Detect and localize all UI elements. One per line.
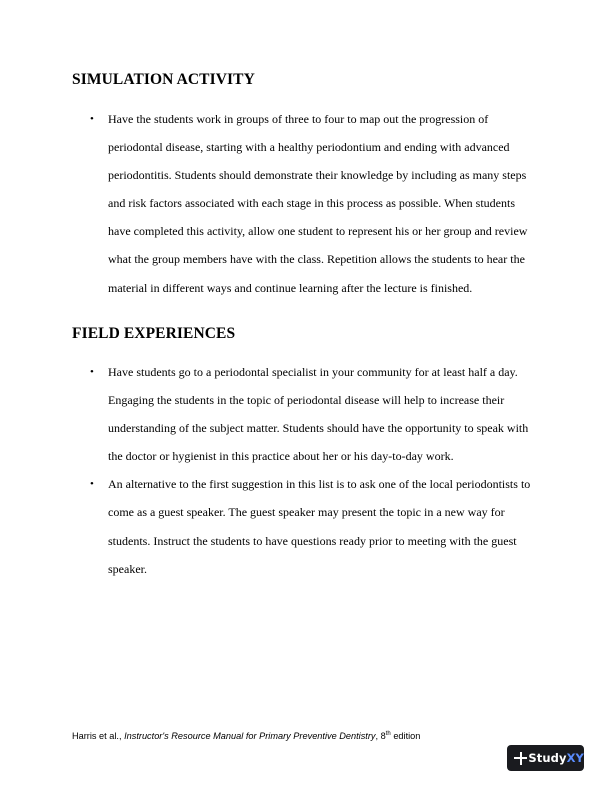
logo-text-accent: XY — [566, 751, 584, 765]
studyxy-badge[interactable] — [507, 745, 584, 771]
bullet-icon: • — [90, 366, 94, 378]
simulation-activity-list — [0, 105, 533, 302]
bullet-icon: • — [90, 478, 94, 491]
page-footer — [72, 731, 420, 741]
list-item — [0, 358, 533, 470]
field-experiences-list — [0, 358, 533, 583]
footer-authors: Harris et al., — [72, 731, 125, 741]
list-item — [0, 470, 533, 582]
section-heading-field-experiences: FIELD EXPERIENCES — [72, 325, 236, 342]
footer-edition-number: 8 — [380, 731, 386, 741]
list-item — [0, 105, 533, 302]
list-item-text: Have students go to a periodontal specialist in your community for at least half a day. Engaging the students in the topic of periodontal disease will help to increase their understanding of the subject matter. Students should have the opportunity to speak with the doctor or hygienist in this practice about her or his day-to-day work. — [108, 365, 529, 464]
plus-icon — [514, 752, 523, 765]
logo-text-main: Study — [528, 751, 567, 765]
list-item-text: An alternative to the first suggestion in this list is to ask one of the local periodontists to come as a guest speaker. The guest speaker may present the topic in a new way for students. Instruct the students to have questions ready prior to meeting with the guest speaker. — [108, 477, 531, 576]
footer-book-title: Instructor's Resource Manual for Primary Preventive Dentistry — [124, 731, 376, 741]
list-item-text: Have the students work in groups of three to four to map out the progression of periodontal disease, starting with a healthy periodontium and ending with advanced periodontitis. Students should demonstrate their knowledge by including as many steps and risk factors associated with each stage in this process as possible. When students have completed this activity, allow one student to represent his or her group and review what the group members have with the class. Repetition allows the students to hear the material in different ways and continue learning after the lecture is finished. — [108, 112, 528, 295]
bullet-icon: • — [90, 113, 94, 125]
section-heading-simulation-activity: SIMULATION ACTIVITY — [72, 71, 255, 88]
studyxy-logo-text — [528, 751, 584, 765]
footer-edition-suffix: th — [385, 730, 391, 737]
footer-edition-word: edition — [390, 731, 421, 741]
footer-separator: , — [375, 731, 381, 741]
